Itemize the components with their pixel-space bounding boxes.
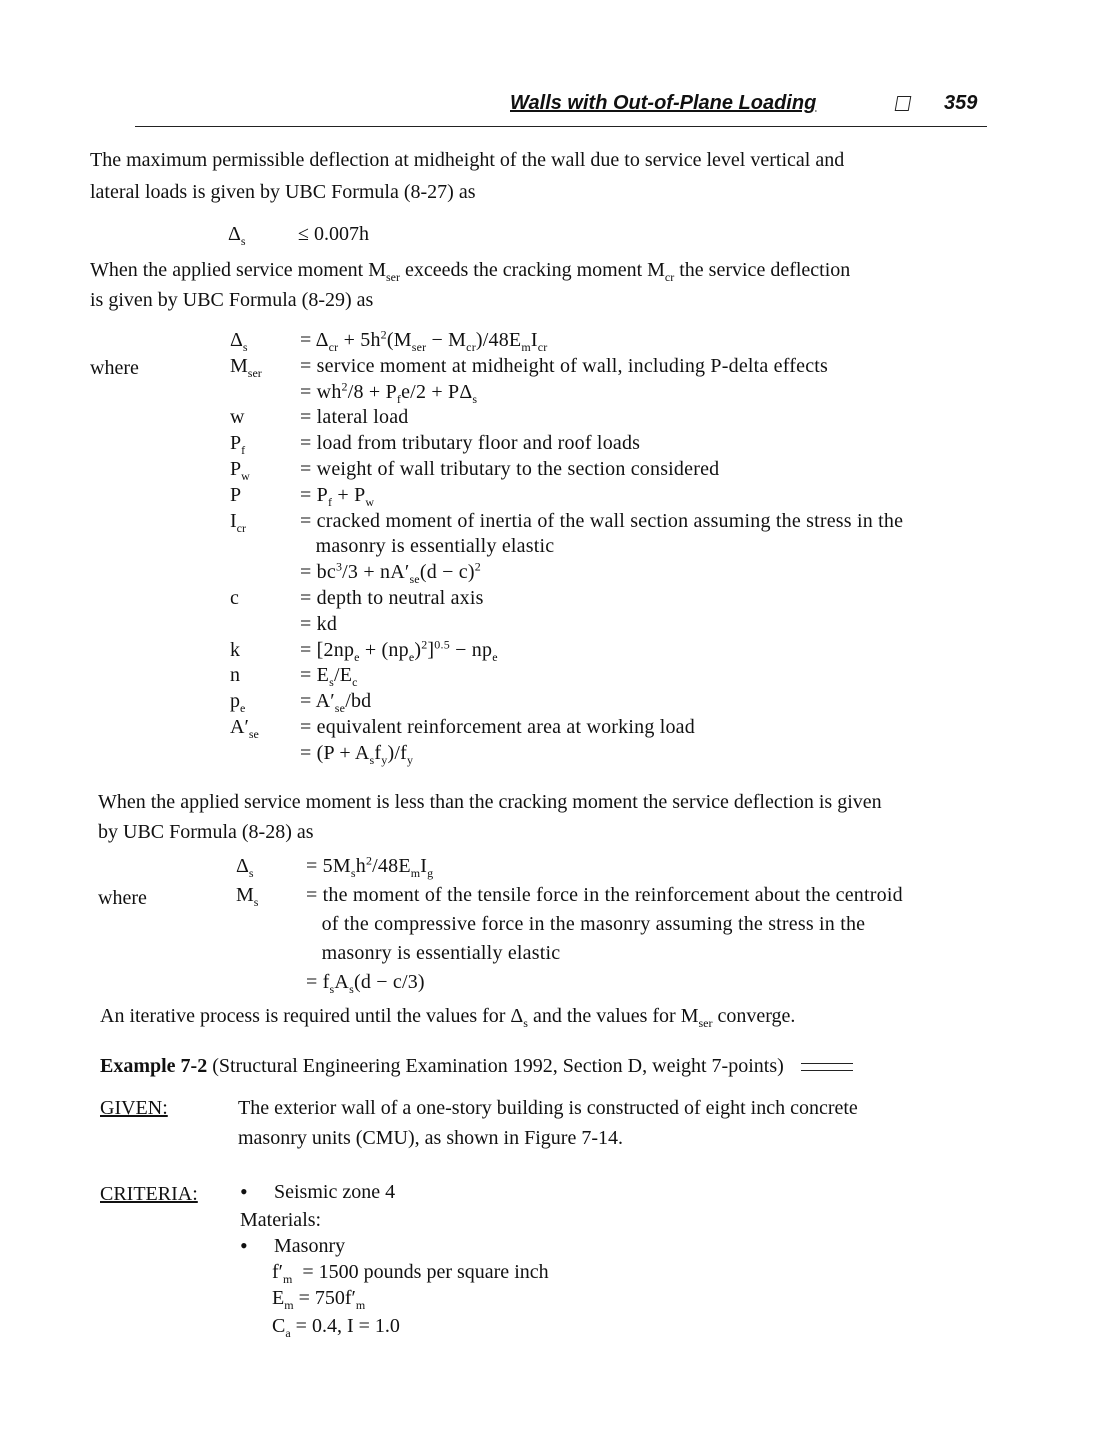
def-symbol-text: A′ [230, 716, 249, 738]
intro-line-1: The maximum permissible deflection at midheight of the wall due to service level vertical and [90, 149, 845, 171]
def-symbol-text: p [230, 690, 240, 713]
criteria-ca: $C_a = 0.4$, I = 1.0 [272, 1315, 400, 1340]
running-header [510, 92, 816, 115]
criteria-label: CRITERIA: [100, 1183, 198, 1205]
def2-symbol-text: Δ [236, 855, 249, 877]
def-symbol [230, 661, 240, 689]
def-definition: = equivalent reinforcement area at working load [300, 716, 695, 738]
def-symbol-subscript: f [241, 443, 246, 458]
para2-line-2: is given by UBC Formula (8-29) as [90, 289, 374, 311]
criteria-item-seismic: Seismic zone 4 [274, 1181, 396, 1203]
def-definition: = kd [300, 612, 338, 635]
para2-line-1 [90, 256, 850, 284]
iterative-note: An iterative process is required until the values for $\Delta_s$ and the values for $M_{ser}$ converge. [100, 1005, 796, 1030]
where-label: where [90, 357, 139, 379]
def-symbol [230, 481, 241, 509]
def-symbol-subscript: w [241, 469, 250, 483]
def-symbol-text: c [230, 587, 239, 609]
def-symbol [230, 507, 246, 535]
def2-symbol [236, 852, 254, 880]
def-symbol [230, 326, 248, 354]
limit-expression: ≤ 0.007h [298, 223, 369, 245]
def-definition: = weight of wall tributary to the section considered [300, 458, 720, 480]
def-symbol [230, 429, 245, 457]
def-symbol-text: M [230, 354, 248, 377]
given-line-1: The exterior wall of a one-story building is constructed of eight inch concrete [238, 1097, 858, 1119]
def-symbol-text: P [230, 483, 242, 506]
def2-definition: = the moment of the tensile force in the reinforcement about the centroid [306, 884, 903, 906]
criteria-em: $E_m = 750f'_m$ [272, 1287, 366, 1312]
limit-subscript: s [240, 234, 246, 248]
def-definition: = depth to neutral axis [300, 587, 484, 609]
para2-sub-ser: ser [386, 270, 401, 284]
def-definition: = $A'_{se}/bd$ [300, 690, 372, 716]
def-definition: = load from tributary floor and roof loads [300, 432, 641, 455]
para3-line-2: by UBC Formula (8-28) as [98, 821, 314, 843]
header-title: Walls with Out-of-Plane Loading [510, 92, 817, 114]
def-definition: masonry is essentially elastic [300, 535, 555, 558]
def2-definition: = $f_sA_s(d - c/3)$ [306, 971, 425, 996]
criteria-item-masonry: Masonry [274, 1235, 346, 1257]
def-symbol [230, 455, 250, 483]
def-symbol [230, 636, 240, 664]
def2-definition: masonry is essentially elastic [306, 942, 561, 964]
def-definition: = $(P + A_sf_y)/f_y$ [300, 741, 414, 767]
def-symbol [230, 713, 259, 741]
def-symbol-text: I [230, 509, 237, 532]
para2-text-b: exceeds the cracking moment M [400, 259, 665, 281]
def-definition: = $wh^2/8 + P_fe/2 + P\Delta_s$ [300, 378, 478, 406]
delta-symbol: Δ [228, 223, 241, 245]
def2-definition: of the compressive force in the masonry assuming the stress in the [306, 913, 866, 935]
example-label: Example 7-2 [100, 1055, 208, 1077]
limit-symbol [228, 220, 246, 248]
criteria-fm: $f'_m = 1500$ pounds per square inch [272, 1261, 549, 1286]
page-number: 359 [944, 92, 978, 114]
def2-symbol-subscript: s [253, 895, 259, 909]
def2-symbol [236, 881, 258, 909]
para2-text-c: the service deflection [674, 259, 851, 281]
def-symbol-text: k [230, 638, 240, 661]
para2-text-a: When the applied service moment M [90, 259, 387, 281]
example-text: (Structural Engineering Examination 1992, Section D, weight 7-points) [212, 1055, 784, 1077]
def2-symbol-text: M [236, 884, 254, 906]
where-label-2: where [98, 887, 147, 909]
intro-line-2: lateral loads is given by UBC Formula (8-27) as [90, 181, 476, 203]
bullet-icon: • [240, 1179, 248, 1204]
double-rule-ornament [801, 1063, 853, 1071]
given-line-2: masonry units (CMU), as shown in Figure 7-14. [238, 1127, 623, 1149]
def-symbol [230, 584, 239, 612]
def-symbol-subscript: se [248, 727, 259, 741]
header-rule [135, 126, 987, 127]
square-icon [896, 96, 910, 116]
def-symbol-subscript: s [242, 340, 248, 354]
def-symbol [230, 352, 262, 380]
def-symbol-text: P [230, 458, 242, 480]
def-symbol-subscript: cr [236, 520, 246, 535]
def-symbol-text: P [230, 432, 242, 455]
bullet-icon: • [240, 1233, 248, 1258]
def-definition: = $[2np_e + (np_e)^2]^{0.5} - np_e$ [300, 636, 498, 664]
para2-sub-cr: cr [664, 270, 675, 284]
def-symbol [230, 687, 245, 715]
def-symbol-text: n [230, 664, 240, 687]
def-definition: = $P_f + P_w$ [300, 483, 375, 509]
example-heading [100, 1052, 853, 1080]
def-symbol-text: Δ [230, 329, 243, 351]
def2-definition: = $5M_sh^2/48E_mI_g$ [306, 853, 434, 880]
def-definition: = cracked moment of inertia of the wall section assuming the stress in the [300, 509, 904, 532]
def-definition: = service moment at midheight of wall, including P-delta effects [300, 354, 829, 377]
def-symbol [230, 403, 244, 431]
def-symbol-subscript: e [240, 701, 246, 716]
def-symbol-text: w [230, 406, 245, 429]
def-definition: = lateral load [300, 406, 409, 429]
def-definition: = $\Delta_{cr} + 5h^2(M_{ser} - M_{cr})/48E_mI_{cr}$ [300, 327, 548, 354]
para3-line-1: When the applied service moment is less than the cracking moment the service deflection is given [98, 791, 882, 813]
def-definition: = $bc^3/3 + nA'_{se}(d - c)^2$ [300, 559, 481, 587]
def-symbol-subscript: ser [247, 365, 262, 380]
def2-symbol-subscript: s [248, 866, 254, 880]
given-label: GIVEN: [100, 1097, 168, 1119]
criteria-materials: Materials: [240, 1209, 322, 1231]
def-definition: = $E_s/E_c$ [300, 664, 358, 690]
